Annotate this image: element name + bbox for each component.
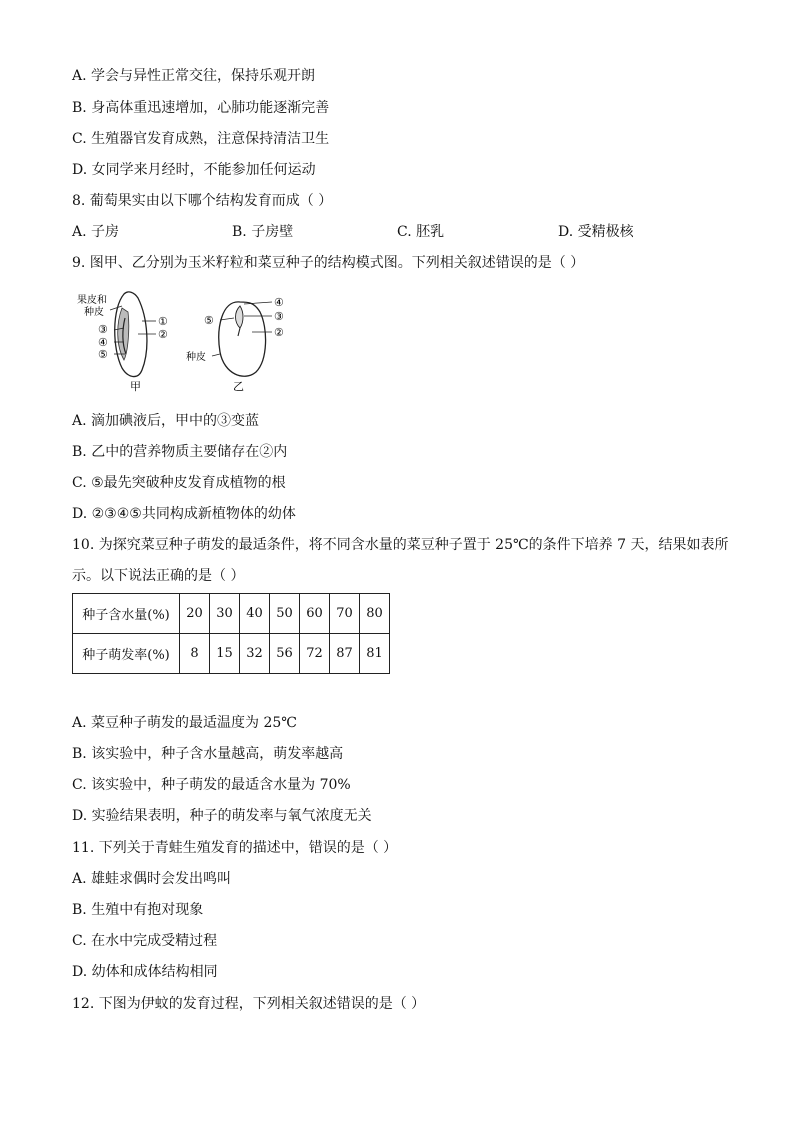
q9-option-a: A. 滴加碘液后，甲中的③变蓝 bbox=[72, 413, 260, 429]
table-cell: 40 bbox=[240, 594, 270, 634]
q11-option-b: B. 生殖中有抱对现象 bbox=[72, 902, 204, 918]
q9-option-d: D. ②③④⑤共同构成新植物体的幼体 bbox=[72, 506, 296, 522]
table-cell: 15 bbox=[210, 634, 240, 674]
yi-num-2: ② bbox=[274, 326, 284, 339]
q9-stem: 9. 图甲、乙分别为玉米籽粒和菜豆种子的结构模式图。下列相关叙述错误的是（ ） bbox=[72, 255, 585, 271]
seed-structure-figure bbox=[72, 288, 302, 398]
q7-option-b: B. 身高体重迅速增加，心肺功能逐渐完善 bbox=[72, 100, 330, 116]
q7-option-c: C. 生殖器官发育成熟，注意保持清洁卫生 bbox=[72, 131, 330, 147]
jia-num-3: ③ bbox=[98, 323, 108, 336]
q11-stem: 11. 下列关于青蛙生殖发育的描述中，错误的是（ ） bbox=[72, 840, 398, 856]
table-cell: 80 bbox=[360, 594, 390, 634]
row-header-germination-rate: 种子萌发率(%) bbox=[73, 634, 180, 674]
q12-stem: 12. 下图为伊蚊的发育过程，下列相关叙述错误的是（ ） bbox=[72, 996, 426, 1012]
row-header-water-content: 种子含水量(%) bbox=[73, 594, 180, 634]
table-cell: 81 bbox=[360, 634, 390, 674]
jia-caption: 甲 bbox=[130, 380, 141, 393]
jia-num-2: ② bbox=[158, 328, 168, 341]
yi-seedcoat-label: 种皮 bbox=[186, 352, 206, 363]
bean-seed-diagram bbox=[186, 296, 284, 393]
q9-option-c: C. ⑤最先突破种皮发育成植物的根 bbox=[72, 475, 286, 491]
q11-option-d: D. 幼体和成体结构相同 bbox=[72, 964, 218, 980]
q7-option-d: D. 女同学来月经时，不能参加任何运动 bbox=[72, 162, 316, 178]
table-cell: 56 bbox=[270, 634, 300, 674]
q10-stem-line1: 10. 为探究菜豆种子萌发的最适条件，将不同含水量的菜豆种子置于 25℃的条件下培养 7 天，结果如表所 bbox=[72, 537, 729, 553]
table-cell: 32 bbox=[240, 634, 270, 674]
jia-num-5: ⑤ bbox=[98, 348, 108, 361]
q7-option-a: A. 学会与异性正常交往，保持乐观开朗 bbox=[72, 68, 316, 84]
table-cell: 60 bbox=[300, 594, 330, 634]
yi-num-4: ④ bbox=[274, 296, 284, 309]
table-cell: 87 bbox=[330, 634, 360, 674]
table-cell: 70 bbox=[330, 594, 360, 634]
table-cell: 50 bbox=[270, 594, 300, 634]
jia-num-1: ① bbox=[158, 315, 168, 328]
q8-option-c: C. 胚乳 bbox=[397, 224, 445, 240]
table-cell: 20 bbox=[180, 594, 210, 634]
table-cell: 72 bbox=[300, 634, 330, 674]
q10-stem-line2: 示。以下说法正确的是（ ） bbox=[72, 568, 245, 584]
corn-kernel-diagram bbox=[77, 292, 168, 393]
jia-label-seedcoat: 种皮 bbox=[84, 307, 104, 318]
table-row bbox=[73, 594, 390, 634]
table-row bbox=[73, 634, 390, 674]
table-cell: 8 bbox=[180, 634, 210, 674]
q8-stem: 8. 葡萄果实由以下哪个结构发育而成（ ） bbox=[72, 193, 333, 209]
q10-option-d: D. 实验结果表明，种子的萌发率与氧气浓度无关 bbox=[72, 808, 372, 824]
jia-label-pericarp: 果皮和 bbox=[77, 295, 107, 306]
yi-num-3: ③ bbox=[274, 310, 284, 323]
q11-option-a: A. 雄蛙求偶时会发出鸣叫 bbox=[72, 871, 232, 887]
yi-caption: 乙 bbox=[233, 380, 244, 393]
q10-option-a: A. 菜豆种子萌发的最适温度为 25℃ bbox=[72, 715, 297, 731]
q8-option-b: B. 子房壁 bbox=[232, 224, 294, 240]
q8-option-d: D. 受精极核 bbox=[558, 224, 634, 240]
q11-option-c: C. 在水中完成受精过程 bbox=[72, 933, 218, 949]
table-cell: 30 bbox=[210, 594, 240, 634]
q10-option-c: C. 该实验中，种子萌发的最适含水量为 70% bbox=[72, 777, 351, 793]
q8-option-a: A. 子房 bbox=[72, 224, 120, 240]
germination-table bbox=[72, 593, 390, 674]
q9-option-b: B. 乙中的营养物质主要储存在②内 bbox=[72, 444, 288, 460]
q10-option-b: B. 该实验中，种子含水量越高，萌发率越高 bbox=[72, 746, 344, 762]
yi-num-5: ⑤ bbox=[204, 314, 214, 327]
jia-num-4: ④ bbox=[98, 336, 108, 349]
